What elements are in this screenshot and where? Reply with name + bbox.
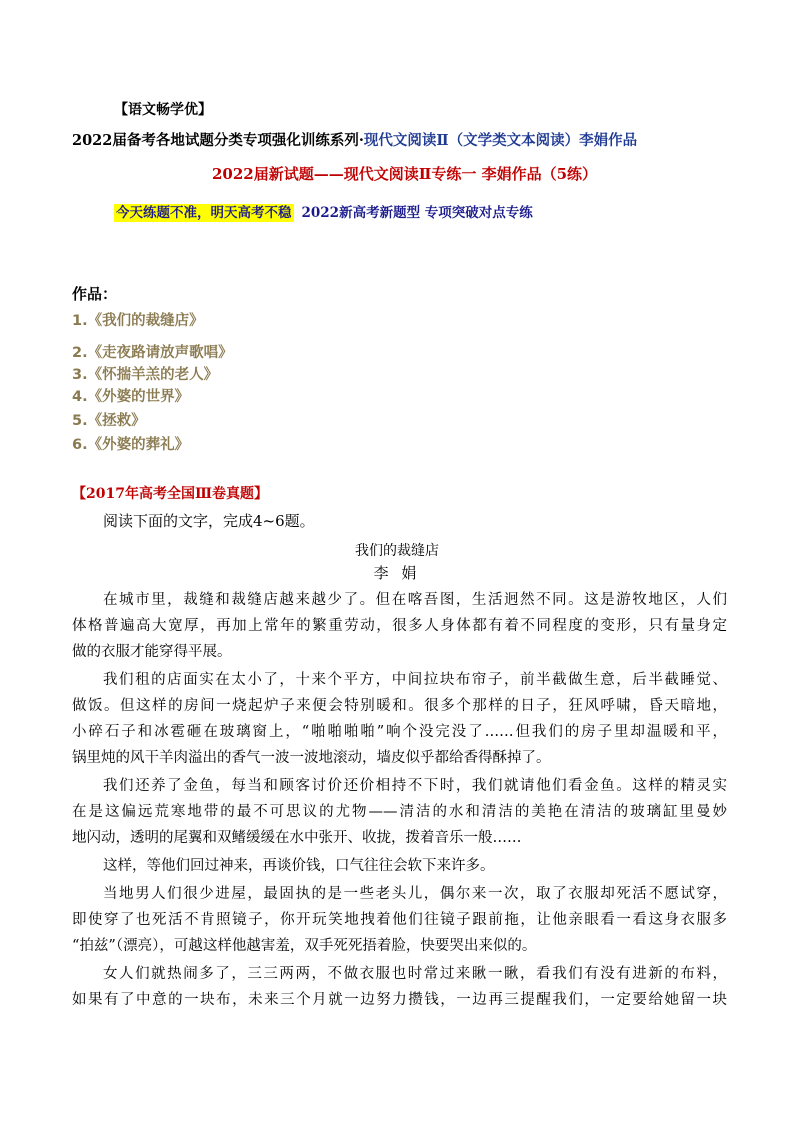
article-line: 这样，等他们回过神来，再谈价钱，口气往往会软下来许多。 <box>103 858 495 874</box>
slogan-line <box>114 201 533 221</box>
works-label: 作品： <box>72 285 118 303</box>
slogan-highlight: 今天练题不准，明天高考不稳 <box>116 205 292 221</box>
work-item-5: 5.《拯救》 <box>72 413 146 429</box>
work-item-6: 6.《外婆的葬礼》 <box>72 437 190 453</box>
article-line: 即使穿了也死活不肯照镜子，你开玩笑地拽着他们往镜子跟前拖，让他亲眼看一看这身衣服多 <box>72 912 727 928</box>
article-line: 女人们就热闹多了，三三两两，不做衣服也时常过来瞅一瞅，看我们有没有进新的布料， <box>103 966 727 982</box>
article-line: 在城市里，裁缝和裁缝店越来越少了。但在喀吾图，生活迥然不同。这是游牧地区，人们 <box>103 592 727 608</box>
work-item-4: 4.《外婆的世界》 <box>72 389 190 405</box>
article-line: 锅里炖的风干羊肉溢出的香气一波一波地滚动，墙皮似乎都给香得酥掉了。 <box>72 750 551 766</box>
series-title <box>72 129 637 150</box>
work-item-3: 3.《怀揣羊羔的老人》 <box>72 367 219 383</box>
article-line: 做饭。但这样的房间一烧起炉子来便会特别暖和。很多个那样的日子，狂风呼啸，昏天暗地， <box>72 698 727 714</box>
source-tag: 【语文畅学优】 <box>114 102 212 118</box>
article-line: 地闪动，透明的尾翼和双鳍缓缓在水中张开、收拢，拨着音乐一般…… <box>72 830 522 846</box>
article-title: 我们的裁缝店 <box>355 543 439 559</box>
set-title: 2022届新试题——现代文阅读Ⅱ专练一 李娟作品（5练） <box>212 165 598 183</box>
exam-label: 【2017年高考全国Ⅲ卷真题】 <box>72 486 269 502</box>
article-line: “拍兹”（漂亮），可越这样他越害羞，双手死死捂着脸，快要哭出来似的。 <box>72 938 537 954</box>
work-item-2: 2.《走夜路请放声歌唱》 <box>72 345 233 361</box>
article-line: 小碎石子和冰雹砸在玻璃窗上，“啪啪啪啪”响个没完没了……但我们的房子里却温暖和平， <box>72 724 727 740</box>
article-line: 我们还养了金鱼，每当和顾客讨价还价相持不下时，我们就请他们看金鱼。这样的精灵实 <box>103 778 727 794</box>
instruction: 阅读下面的文字，完成4~6题。 <box>103 512 315 530</box>
article-line: 在是这偏远荒寒地带的最不可思议的尤物——清洁的水和清洁的美艳在清洁的玻璃缸里曼妙 <box>72 804 727 820</box>
work-item-1: 1.《我们的裁缝店》 <box>72 313 204 329</box>
article-line: 如果有了中意的一块布，未来三个月就一边努力攒钱，一边再三提醒我们，一定要给她留一块 <box>72 992 727 1008</box>
article-line: 我们租的店面实在太小了，十来个平方，中间拉块布帘子，前半截做生意，后半截睡觉、 <box>103 672 727 688</box>
series-suffix: 现代文阅读Ⅱ（文学类文本阅读）李娟作品 <box>363 132 638 149</box>
article-line: 体格普遍高大宽厚，再加上常年的繁重劳动，很多人身体都有着不同程度的变形，只有量身定 <box>72 618 727 634</box>
article-line: 当地男人们很少进屋，最固执的是一些老头儿，偶尔来一次，取了衣服却死活不愿试穿， <box>103 886 727 902</box>
article-line: 做的衣服才能穿得平展。 <box>72 644 232 660</box>
series-prefix: 2022届备考各地试题分类专项强化训练系列· <box>72 132 364 149</box>
subtitle: 2022新高考新题型 专项突破对点专练 <box>301 205 533 221</box>
article-author: 李 娟 <box>373 564 421 582</box>
